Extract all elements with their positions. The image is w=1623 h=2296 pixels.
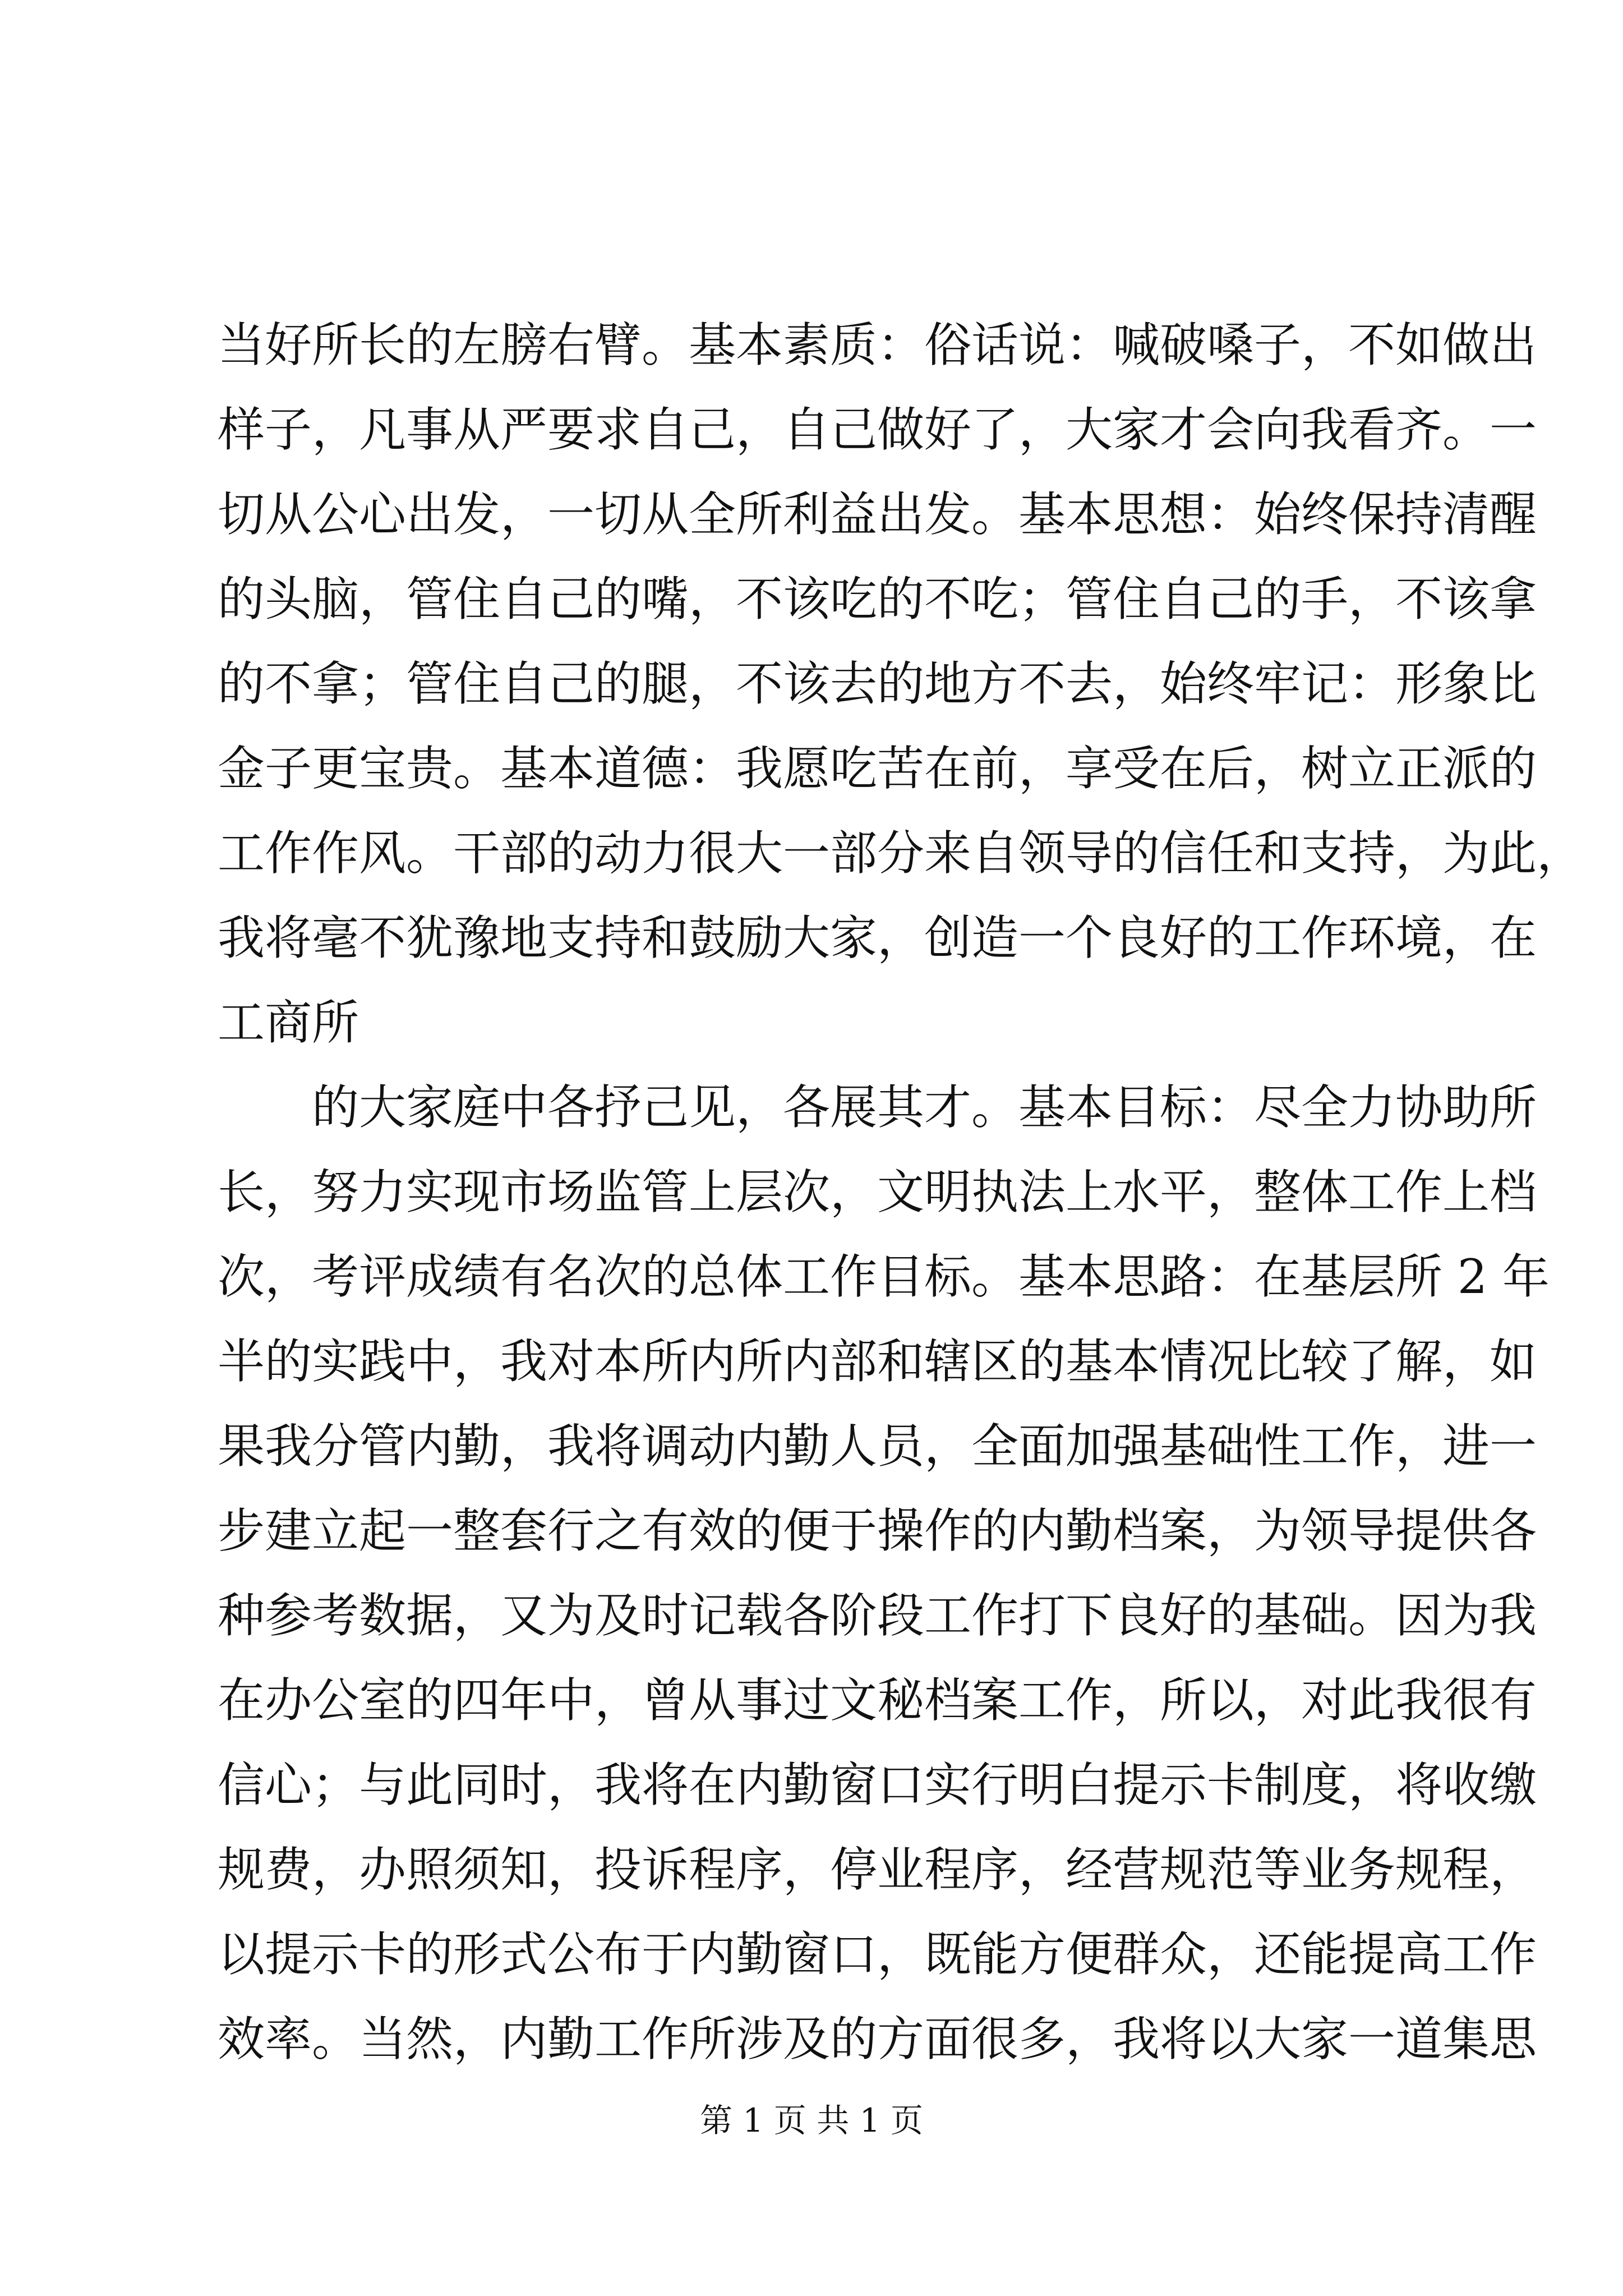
- document-body: [218, 303, 1584, 2082]
- page-footer: [0, 2098, 1623, 2143]
- text-line: 的不拿；管住自己的腿，不该去的地方不去，始终牢记：形象比: [218, 656, 1537, 711]
- text-line: 样子，凡事从严要求自己，自己做好了，大家才会向我看齐。一: [218, 402, 1537, 457]
- text-line: 信心；与此同时，我将在内勤窗口实行明白提示卡制度，将收缴: [218, 1757, 1537, 1812]
- text-line: 次，考评成绩有名次的总体工作目标。基本思路：在基层所 2 年: [218, 1249, 1550, 1304]
- text-line: 效率。当然，内勤工作所涉及的方面很多，我将以大家一道集思: [218, 2012, 1537, 2067]
- text-line: 工商所: [218, 995, 359, 1050]
- text-line: 的头脑，管住自己的嘴，不该吃的不吃；管住自己的手，不该拿: [218, 572, 1537, 627]
- text-line: 步建立起一整套行之有效的便于操作的内勤档案，为领导提供各: [218, 1503, 1537, 1558]
- text-line: 种参考数据，又为及时记载各阶段工作打下良好的基础。因为我: [218, 1588, 1537, 1643]
- text-line: 在办公室的四年中，曾从事过文秘档案工作，所以，对此我很有: [218, 1673, 1537, 1728]
- text-line: 半的实践中，我对本所内所内部和辖区的基本情况比较了解，如: [218, 1334, 1537, 1389]
- text-line: 工作作风。干部的动力很大一部分来自领导的信任和支持，为此，: [218, 826, 1584, 881]
- text-line: 长，努力实现市场监管上层次，文明执法上水平，整体工作上档: [218, 1165, 1537, 1220]
- text-line: 以提示卡的形式公布于内勤窗口，既能方便群众，还能提高工作: [218, 1927, 1537, 1982]
- page-number-label: 第 1 页 共 1 页: [700, 2101, 923, 2139]
- text-line: 当好所长的左膀右臂。基本素质：俗话说：喊破嗓子，不如做出: [218, 318, 1537, 372]
- text-line-indented: 的大家庭中各抒己见，各展其才。基本目标：尽全力协助所: [312, 1080, 1537, 1135]
- text-line: 切从公心出发，一切从全所利益出发。基本思想：始终保持清醒: [218, 487, 1537, 542]
- text-line: 我将毫不犹豫地支持和鼓励大家，创造一个良好的工作环境，在: [218, 910, 1537, 965]
- text-line: 金子更宝贵。基本道德：我愿吃苦在前，享受在后，树立正派的: [218, 741, 1537, 796]
- text-line: 规费，办照须知，投诉程序，停业程序，经营规范等业务规程，: [218, 1842, 1537, 1897]
- text-line: 果我分管内勤，我将调动内勤人员，全面加强基础性工作，进一: [218, 1419, 1537, 1474]
